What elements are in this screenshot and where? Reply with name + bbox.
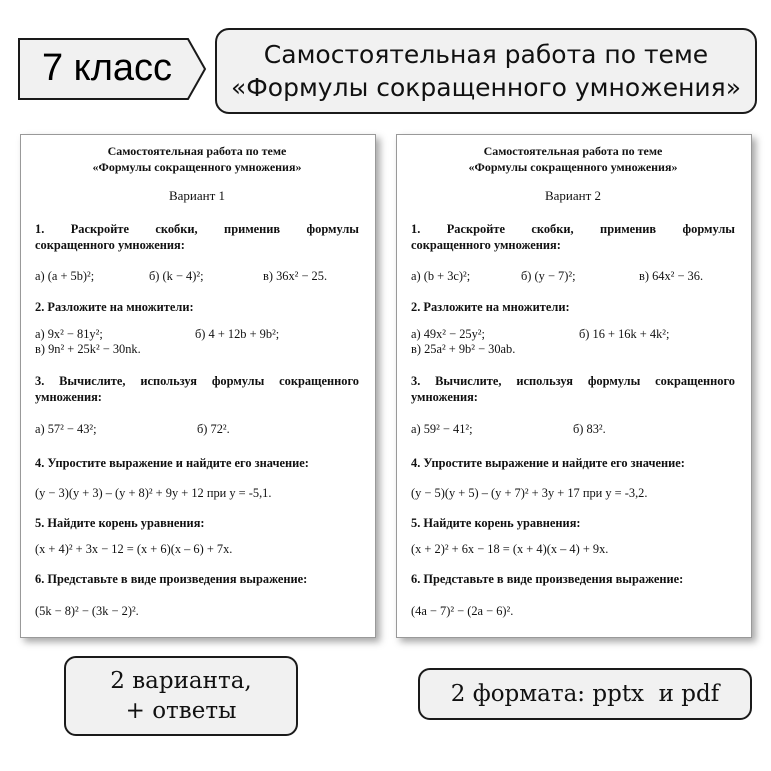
item-c: в) 36x² − 25. [263,269,328,283]
question-4-expression: (y − 5)(y + 5) – (y + 7)² + 3y + 17 при y = -3,2. [411,486,648,500]
sheet-header-line-1: Самостоятельная работа по теме [483,144,663,158]
variant-title: Вариант 1 [168,188,226,203]
question-4-expression: (y − 3)(y + 3) – (y + 8)² + 9y + 12 при y = -5,1. [35,486,272,500]
item-b: б) 72². [197,422,230,436]
question-3-line-2: умножения: [411,390,478,404]
question-2: 2. Разложите на множители: [411,300,570,314]
item-a: а) 49x² − 25y²; [411,327,485,341]
sheet-header-line-2: «Формулы сокращенного умножения» [468,160,678,174]
worksheet-variant-2 [396,134,752,638]
item-b: б) (y − 7)²; [521,269,576,283]
title-line-1: Самостоятельная работа по теме [263,40,709,69]
question-1 [35,221,359,253]
item-c: в) 64x² − 36. [639,269,704,283]
item-b: б) 83². [573,422,606,436]
question-5: 5. Найдите корень уравнения: [411,516,581,530]
question-1-line-2: сокращенного умножения: [35,238,185,252]
question-1-line-1: 1. Раскройте скобки, применив формулы [411,222,735,236]
variants-box [64,656,298,736]
question-3 [411,373,735,405]
worksheet-variant-1 [20,134,376,638]
grade-label [18,38,202,100]
question-6-expression: (4a − 7)² − (2a − 6)². [411,604,514,618]
grade-text: 7 класс [41,47,173,89]
question-3-line-1: 3. Вычислите, используя формулы сокращенного [411,374,735,388]
item-b: б) 4 + 12b + 9b²; [195,327,280,341]
question-3-line-2: умножения: [35,390,102,404]
question-4: 4. Упростите выражение и найдите его значение: [411,456,685,470]
question-2: 2. Разложите на множители: [35,300,194,314]
item-a: а) (b + 3c)²; [411,269,471,283]
sheet-header-line-2: «Формулы сокращенного умножения» [92,160,302,174]
item-a: а) 59² − 41²; [411,422,473,436]
question-3 [35,373,359,405]
item-a: а) 57² − 43²; [35,422,97,436]
question-6: 6. Представьте в виде произведения выражение: [35,572,308,586]
question-4: 4. Упростите выражение и найдите его значение: [35,456,309,470]
question-1 [411,221,735,253]
variants-line-1: 2 варианта, [110,668,252,694]
item-c: в) 25a² + 9b² − 30ab. [411,342,516,356]
item-a: а) 9x² − 81y²; [35,327,103,341]
question-3-line-1: 3. Вычислите, используя формулы сокращенного [35,374,359,388]
variant-title: Вариант 2 [544,188,602,203]
item-c: в) 9n² + 25k² − 30nk. [35,342,141,356]
item-b: б) (k − 4)²; [149,269,204,283]
formats-box [418,668,752,720]
title-line-2: «Формулы сокращенного умножения» [230,73,742,102]
question-1-line-2: сокращенного умножения: [411,238,561,252]
formats-text: 2 формата: pptx и pdf [450,681,720,707]
sheet-header-line-1: Самостоятельная работа по теме [107,144,287,158]
question-1-line-1: 1. Раскройте скобки, применив формулы [35,222,359,236]
variants-line-2: + ответы [125,698,237,724]
question-6: 6. Представьте в виде произведения выражение: [411,572,684,586]
question-6-expression: (5k − 8)² − (3k − 2)². [35,604,139,618]
question-5: 5. Найдите корень уравнения: [35,516,205,530]
item-b: б) 16 + 16k + 4k²; [579,327,670,341]
question-5-expression: (x + 2)² + 6x − 18 = (x + 4)(x – 4) + 9x. [411,542,609,556]
question-5-expression: (x + 4)² + 3x − 12 = (x + 6)(x – 6) + 7x. [35,542,233,556]
item-a: а) (a + 5b)²; [35,269,95,283]
title-box [215,28,757,114]
